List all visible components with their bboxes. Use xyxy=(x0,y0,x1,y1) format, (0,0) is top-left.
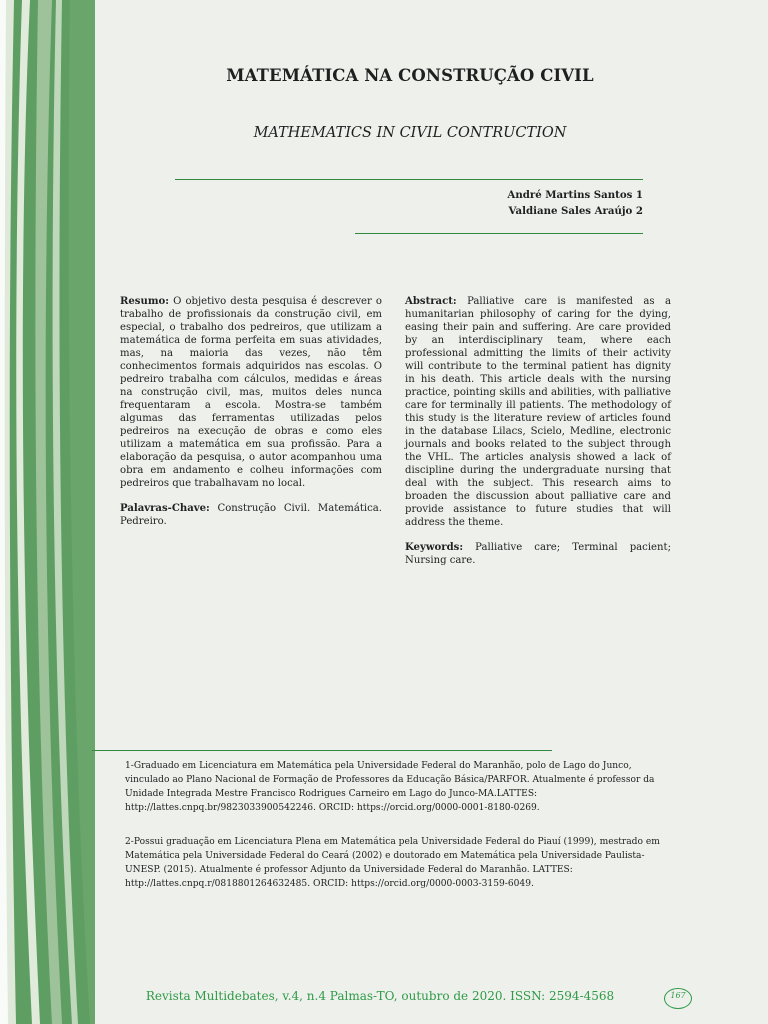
keywords-text: Palliative care; Terminal pacient; Nursing care. xyxy=(405,542,671,566)
abstract-label: Abstract: xyxy=(405,296,457,307)
green-stripes-graphic xyxy=(0,0,95,1024)
article-title: MATEMÁTICA NA CONSTRUÇÃO CIVIL xyxy=(226,66,594,85)
journal-citation: Revista Multidebates, v.4, n.4 Palmas-TO, outubro de 2020. ISSN: 2594-4568 xyxy=(145,989,615,1003)
abstract-text: Palliative care is manifested as a humanitarian philosophy of caring for the dying, easing their pain and suffering. Are care provided by an interdisciplinary team, where each professional admitting the limits of their activity will contribute to the terminal patient has dignity in his death. This article deals with the nursing practice, pointing skills and abilities, with palliative care for terminally ill patients. The methodology of this study is the literature review of articles found in the database Lilacs, Scielo, Medline, electronic journals and books related to the subject through the VHL. The articles analysis showed a lack of discipline during the undergraduate nursing that deal with the subject. This research aims to broaden the discussion about palliative care and provide assistance to future studies that will address the theme. xyxy=(405,296,671,528)
resumo-text: O objetivo desta pesquisa é descrever o trabalho de profissionais da construção civil, em especial, o trabalho dos pedreiros, que utilizam a matemática de forma perfeita em suas atividades, mas, na maioria das vezes, não têm conhecimentos formais adquiridos nas escolas. O pedreiro trabalha com cálculos, medidas e áreas na construção civil, mas, muitos deles nunca frequentaram a escola. Mostra-se também algumas das ferramentas utilizadas pelos pedreiros na execução de obras e como eles utilizam a matemática em sua profissão. Para a elaboração da pesquisa, o autor acompanhou uma obra em andamento e colheu informações com pedreiros que trabalhavam no local. xyxy=(120,296,382,489)
resumo-paragraph xyxy=(120,295,382,490)
author-1: André Martins Santos 1 xyxy=(507,189,643,201)
page-number-badge: 167 xyxy=(664,988,692,1009)
abstract-column xyxy=(405,295,671,579)
palavras-chave-label: Palavras-Chave: xyxy=(120,503,210,514)
resumo-label: Resumo: xyxy=(120,296,169,307)
footnote-divider xyxy=(92,750,552,751)
palavras-chave-text: Construção Civil. Matemática. Pedreiro. xyxy=(120,503,383,527)
author-list xyxy=(400,187,643,219)
author-2: Valdiane Sales Araújo 2 xyxy=(508,205,643,217)
decorative-green-band xyxy=(0,0,95,1024)
article-subtitle: MATHEMATICS IN CIVIL CONTRUCTION xyxy=(253,125,567,141)
keywords-paragraph xyxy=(405,541,671,567)
title-divider xyxy=(175,179,643,180)
authors-divider xyxy=(355,233,643,234)
footnote-2: 2-Possui graduação em Licenciatura Plena em Matemática pela Universidade Federal do Piauí (1999), mestrado em Matemática pela Universidade Federal do Ceará (2002) e doutorado em Matemática pela Universidade Paulista-UNESP. (2015). Atualmente é professor Adjunto da Universidade Federal do Maranhão. LATTES: http://lattes.cnpq.r/0818801264632485. ORCID: https://orcid.org/0000-0003-3159-6049. xyxy=(125,837,660,889)
keywords-label: Keywords: xyxy=(405,542,464,553)
palavras-chave-paragraph xyxy=(120,502,382,528)
resumo-column xyxy=(120,295,382,540)
abstract-paragraph xyxy=(405,295,671,529)
footnote-1: 1-Graduado em Licenciatura em Matemática pela Universidade Federal do Maranhão, polo de Lago do Junco, vinculado ao Plano Nacional de Formação de Professores da Educação Básica/PARFOR. Atualmente é professor da Unidade Integrada Mestre Francisco Rodrigues Carneiro em Lago do Junco-MA.LATTES: http://lattes.cnpq.br/9823033900542246. ORCID: https://orcid.org/0000-0001-8180-0269. xyxy=(125,761,655,813)
